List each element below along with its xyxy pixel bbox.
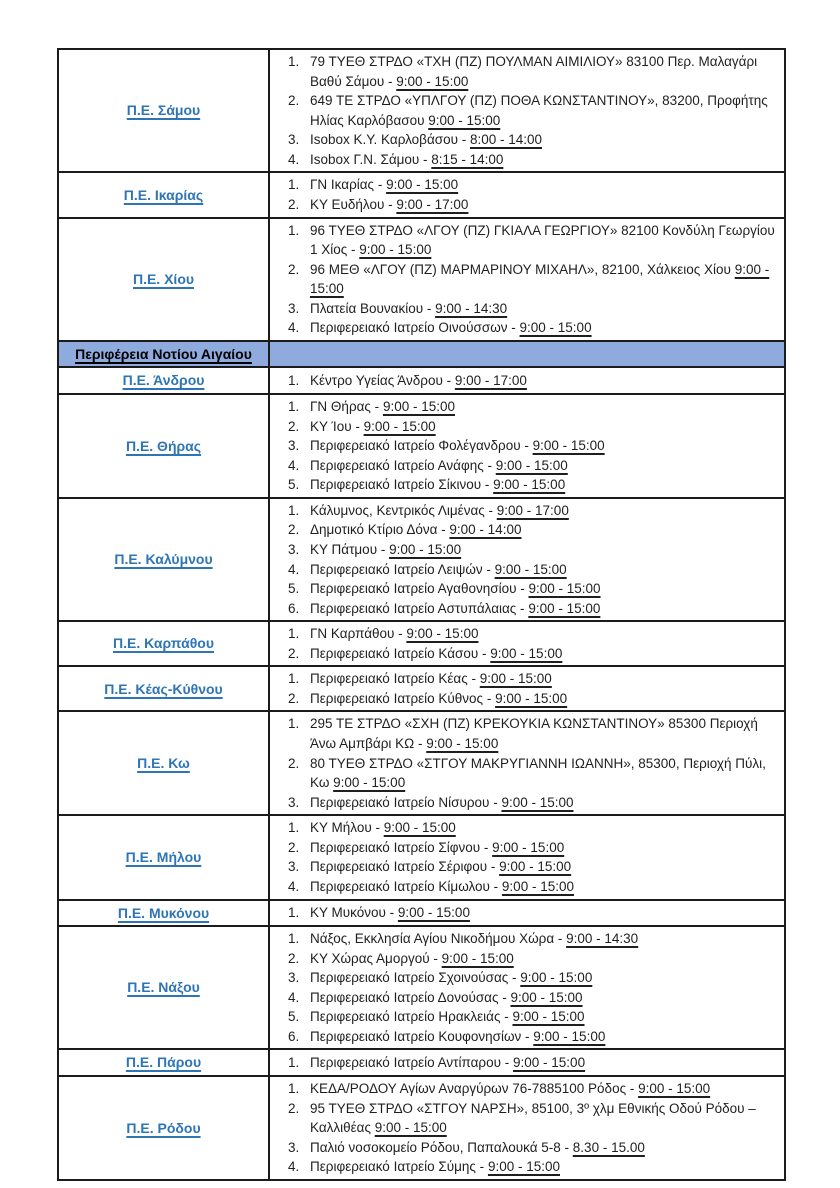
table-row: [58, 172, 785, 217]
list-item: [303, 689, 779, 709]
region-link[interactable]: Π.Ε. Χίου: [132, 270, 195, 287]
site-name: Περιφερειακό Ιατρείο Δονούσας -: [310, 989, 511, 1005]
hours-value: 9:00 - 15:00: [487, 1159, 560, 1175]
site-list: [275, 1053, 779, 1073]
site-name: Isobox Κ.Υ. Καρλοβάσου -: [310, 132, 470, 148]
site-name: Περιφερειακό Ιατρείο Σέριφου -: [310, 859, 500, 875]
list-item: [303, 903, 779, 923]
hours-value: 9:00 - 15:00: [396, 73, 469, 89]
list-item: [303, 501, 779, 521]
hours-value: 9:00 - 15:00: [520, 970, 593, 986]
region-cell: [58, 49, 269, 172]
list-item: [303, 1053, 779, 1073]
sites-cell: [269, 49, 785, 172]
hours-value: 9:00 - 15:00: [383, 820, 456, 836]
table-row: [58, 926, 785, 1049]
list-item: [303, 371, 779, 391]
site-list: [275, 714, 779, 812]
hours-value: 9:00 - 15:00: [441, 950, 514, 966]
region-link[interactable]: Π.Ε. Άνδρου: [122, 372, 205, 389]
site-name: Πλατεία Βουνακίου -: [310, 300, 436, 316]
table-row: [58, 49, 785, 172]
list-item: [303, 130, 779, 150]
schedule-table-body: [58, 49, 785, 1180]
sites-cell: [269, 900, 785, 927]
table-row: [58, 815, 785, 899]
hours-value: 9:00 - 15:00: [490, 645, 563, 661]
table-row: [58, 666, 785, 711]
list-item: [303, 436, 779, 456]
list-item: [303, 929, 779, 949]
hours-value: 9:00 - 15:00: [513, 1054, 586, 1070]
site-name: Περιφερειακό Ιατρείο Κέας -: [310, 671, 480, 687]
hours-value: 9:00 - 15:00: [532, 438, 605, 454]
site-list: [275, 175, 779, 214]
list-item: [303, 754, 779, 793]
site-name: ΚΥ Μήλου -: [310, 820, 384, 836]
site-name: ΓΝ Θήρας -: [310, 399, 383, 414]
site-name: Παλιό νοσοκομείο Ρόδου, Παπαλουκά 5-8 -: [310, 1139, 573, 1155]
table-row: [58, 621, 785, 666]
list-item: [303, 838, 779, 858]
list-item: [303, 52, 779, 91]
site-name: ΚΕΔΑ/ΡΟΔΟΥ Αγίων Αναργύρων 76-7885100 Ρόδος -: [310, 1081, 639, 1096]
region-cell: [58, 711, 269, 815]
list-item: [303, 1099, 779, 1138]
site-list: [275, 1079, 779, 1177]
site-name: 295 ΤΕ ΣΤΡΔΟ «ΣΧΗ (ΠΖ) ΚΡΕΚΟΥΚΙΑ ΚΩΝΣΤΑΝΤΙΝΟΥ» 85300 Περιοχή Άνω Αμπβάρι ΚΩ -: [310, 716, 758, 751]
list-item: [303, 1027, 779, 1047]
hours-value: 9:00 - 15:00: [397, 905, 470, 920]
site-name: Περιφερειακό Ιατρείο Σίκινου -: [310, 477, 494, 493]
site-list: [275, 669, 779, 708]
site-name: Περιφερειακό Ιατρείο Λειψών -: [310, 561, 495, 577]
site-list: [275, 52, 779, 169]
region-cell: [58, 498, 269, 621]
site-name: Περιφερειακό Ιατρείο Αγαθονησίου -: [310, 581, 529, 597]
site-name: ΚΥ Πάτμου -: [310, 541, 390, 557]
region-link[interactable]: Π.Ε. Κω: [137, 755, 190, 772]
site-list: [275, 501, 779, 618]
sites-cell: [269, 711, 785, 815]
site-name: Περιφερειακό Ιατρείο Σχοινούσας -: [310, 970, 521, 986]
site-name: Περιφερειακό Ιατρείο Αντίπαρου -: [310, 1054, 514, 1070]
site-name: Περιφερειακό Ιατρείο Κάσου -: [310, 645, 491, 661]
hours-value: 9:00 - 14:00: [449, 522, 522, 538]
site-name: Κάλυμνος, Κεντρικός Λιμένας -: [310, 502, 497, 518]
hours-value: 9:00 - 15:00: [495, 690, 568, 706]
hours-value: 9:00 - 15:00: [479, 671, 552, 687]
list-item: [303, 221, 779, 260]
region-link[interactable]: Π.Ε. Μήλου: [125, 849, 202, 866]
schedule-table: [57, 48, 786, 1181]
list-item: [303, 1138, 779, 1158]
site-list: [275, 929, 779, 1046]
list-item: [303, 644, 779, 664]
site-list: [275, 818, 779, 896]
region-cell: [58, 666, 269, 711]
site-name: ΚΥ Μυκόνου -: [310, 905, 398, 920]
hours-value: 9:00 - 15:00: [386, 177, 459, 193]
hours-value: 9:00 - 15:00: [382, 399, 455, 414]
region-cell: [58, 367, 269, 394]
section-header-label: Περιφέρεια Νοτίου Αιγαίου: [75, 345, 252, 362]
hours-value: 9:00 - 15:00: [492, 839, 565, 855]
hours-value: 9:00 - 15:00: [359, 242, 432, 258]
hours-value: 9:00 - 15:00: [363, 418, 436, 434]
list-item: [303, 260, 779, 299]
list-item: [303, 968, 779, 988]
site-name: Περιφερειακό Ιατρείο Σύμης -: [310, 1159, 488, 1175]
sites-cell: [269, 815, 785, 899]
site-list: [275, 624, 779, 663]
list-item: [303, 857, 779, 877]
site-name: 80 ΤΥΕΘ ΣΤΡΔΟ «ΣΤΓΟΥ ΜΑΚΡΥΓΙΑΝΝΗ ΙΩΑΝΝΗ», 85300, Περιοχή Πύλι, Κω: [310, 755, 766, 791]
hours-value: 8:15 - 14:00: [431, 151, 504, 167]
site-list: [275, 371, 779, 391]
list-item: [303, 195, 779, 215]
hours-value: 9:00 - 17:00: [454, 372, 527, 388]
list-item: [303, 417, 779, 437]
sites-cell: [269, 926, 785, 1049]
sites-cell: [269, 218, 785, 341]
hours-value: 9:00 - 15:00: [519, 320, 592, 336]
hours-value: 9:00 - 15:00: [428, 112, 501, 128]
list-item: [303, 949, 779, 969]
region-link[interactable]: Π.Ε. Θήρας: [125, 437, 202, 454]
sites-cell: [269, 621, 785, 666]
region-cell: [58, 1049, 269, 1076]
list-item: [303, 714, 779, 753]
region-cell: [58, 815, 269, 899]
section-header-row: [58, 341, 785, 368]
section-header-spacer: [269, 341, 785, 368]
region-link[interactable]: Π.Ε. Πάρου: [125, 1054, 202, 1071]
table-row: [58, 218, 785, 341]
sites-cell: [269, 172, 785, 217]
list-item: [303, 175, 779, 195]
region-link[interactable]: Π.Ε. Κέας-Κύθνου: [104, 680, 223, 697]
hours-value: 9:00 - 15:00: [310, 261, 770, 297]
region-link[interactable]: Π.Ε. Καρπάθου: [113, 635, 214, 652]
hours-value: 9:00 - 15:00: [638, 1081, 711, 1096]
table-row: [58, 498, 785, 621]
sites-cell: [269, 1076, 785, 1180]
site-name: Περιφερειακό Ιατρείο Κουφονησίων -: [310, 1028, 534, 1044]
list-item: [303, 877, 779, 897]
region-cell: [58, 1076, 269, 1180]
hours-value: 8:00 - 14:00: [469, 132, 543, 148]
site-name: 96 ΜΕΘ «ΛΓΟΥ (ΠΖ) ΜΑΡΜΑΡΙΝΟΥ ΜΙΧΑΗΛ», 82100, Χάλκειος Χίου: [310, 261, 735, 277]
document-page: [57, 48, 786, 1181]
list-item: [303, 475, 779, 495]
site-name: ΚΥ Ευδήλου -: [310, 196, 397, 212]
hours-value: 9:00 - 15:00: [389, 541, 462, 557]
site-name: Περιφερειακό Ιατρείο Οινούσσων -: [310, 320, 520, 336]
site-name: 95 ΤΥΕΘ ΣΤΡΔΟ «ΣΤΓΟΥ ΝΑΡΣΗ», 85100, 3º χλμ Εθνικής Οδού Ρόδου – Καλλιθέας: [310, 1100, 756, 1136]
list-item: [303, 318, 779, 338]
site-name: Περιφερειακό Ιατρείο Αστυπάλαιας -: [310, 600, 529, 616]
site-name: ΚΥ Χώρας Αμοργού -: [310, 950, 442, 966]
hours-value: 9:00 - 14:30: [566, 931, 639, 947]
hours-value: 9:00 - 15:00: [512, 1009, 585, 1025]
list-item: [303, 1007, 779, 1027]
site-list: [275, 397, 779, 495]
site-name: Isobox Γ.Ν. Σάμου -: [310, 151, 432, 167]
hours-value: 9:00 - 15:00: [406, 626, 479, 642]
list-item: [303, 818, 779, 838]
hours-value: 8.30 - 15.00: [572, 1139, 645, 1155]
sites-cell: [269, 394, 785, 498]
table-row: [58, 711, 785, 815]
hours-value: 9:00 - 15:00: [528, 581, 601, 597]
list-item: [303, 1079, 779, 1099]
region-link[interactable]: Π.Ε. Ρόδου: [126, 1119, 201, 1136]
region-link[interactable]: Π.Ε. Ικαρίας: [123, 186, 204, 203]
site-name: Δημοτικό Κτίριο Δόνα -: [310, 522, 450, 538]
site-list: [275, 221, 779, 338]
list-item: [303, 456, 779, 476]
site-name: Περιφερειακό Ιατρείο Κύθνος -: [310, 690, 496, 706]
site-name: ΓΝ Ικαρίας -: [310, 177, 387, 193]
list-item: [303, 669, 779, 689]
table-row: [58, 367, 785, 394]
hours-value: 9:00 - 15:00: [333, 775, 406, 791]
site-name: Περιφερειακό Ιατρείο Νίσυρου -: [310, 794, 502, 810]
site-name: Περιφερειακό Ιατρείο Κίμωλου -: [310, 878, 502, 894]
list-item: [303, 793, 779, 813]
list-item: [303, 397, 779, 417]
site-name: Νάξος, Εκκλησία Αγίου Νικοδήμου Χώρα -: [310, 931, 567, 947]
site-name: ΓΝ Καρπάθου -: [310, 626, 407, 642]
site-name: ΚΥ Ίου -: [310, 418, 364, 434]
hours-value: 9:00 - 15:00: [501, 878, 574, 894]
hours-value: 9:00 - 15:00: [374, 1120, 447, 1136]
region-cell: [58, 172, 269, 217]
region-cell: [58, 394, 269, 498]
table-row: [58, 1076, 785, 1180]
region-link[interactable]: Π.Ε. Καλύμνου: [114, 551, 213, 568]
site-name: Περιφερειακό Ιατρείο Σίφνου -: [310, 839, 493, 855]
hours-value: 9:00 - 15:00: [510, 989, 583, 1005]
region-link[interactable]: Π.Ε. Σάμου: [126, 102, 201, 119]
hours-value: 9:00 - 15:00: [533, 1028, 606, 1044]
list-item: [303, 560, 779, 580]
site-name: 649 ΤΕ ΣΤΡΔΟ «ΥΠΛΓΟΥ (ΠΖ) ΠΟΘΑ ΚΩΝΣΤΑΝΤΙΝΟΥ», 83200, Προφήτης Ηλίας Καρλόβασου: [310, 93, 768, 128]
hours-value: 9:00 - 15:00: [495, 457, 568, 473]
region-link[interactable]: Π.Ε. Νάξου: [127, 979, 200, 996]
region-cell: [58, 900, 269, 927]
site-name: 79 ΤΥΕΘ ΣΤΡΔΟ «ΤΧΗ (ΠΖ) ΠΟΥΛΜΑΝ ΑΙΜΙΛΙΟΥ» 83100 Περ. Μαλαγάρι Βαθύ Σάμου -: [310, 54, 758, 89]
list-item: [303, 91, 779, 130]
sites-cell: [269, 498, 785, 621]
site-name: Περιφερειακό Ιατρείο Φολέγανδρου -: [310, 438, 533, 454]
hours-value: 9:00 - 15:00: [426, 736, 499, 751]
site-list: [275, 903, 779, 923]
table-row: [58, 1049, 785, 1076]
list-item: [303, 1157, 779, 1177]
sites-cell: [269, 666, 785, 711]
hours-value: 9:00 - 15:00: [494, 561, 567, 577]
hours-value: 9:00 - 14:30: [435, 300, 508, 316]
list-item: [303, 540, 779, 560]
hours-value: 9:00 - 15:00: [528, 600, 601, 616]
region-link[interactable]: Π.Ε. Μυκόνου: [117, 904, 210, 921]
site-name: 96 ΤΥΕΘ ΣΤΡΔΟ «ΛΓΟΥ (ΠΖ) ΓΚΙΑΛΑ ΓΕΩΡΓΙΟΥ» 82100 Κονδύλη Γεωργίου 1 Χίος -: [310, 222, 775, 258]
table-row: [58, 394, 785, 498]
list-item: [303, 579, 779, 599]
hours-value: 9:00 - 17:00: [396, 196, 469, 212]
region-cell: [58, 218, 269, 341]
site-name: Κέντρο Υγείας Άνδρου -: [310, 372, 455, 388]
list-item: [303, 520, 779, 540]
section-header-cell: [58, 341, 269, 368]
list-item: [303, 624, 779, 644]
hours-value: 9:00 - 15:00: [501, 794, 574, 810]
hours-value: 9:00 - 15:00: [493, 477, 566, 493]
list-item: [303, 988, 779, 1008]
hours-value: 9:00 - 15:00: [499, 859, 572, 875]
sites-cell: [269, 1049, 785, 1076]
region-cell: [58, 926, 269, 1049]
sites-cell: [269, 367, 785, 394]
list-item: [303, 150, 779, 170]
list-item: [303, 599, 779, 619]
site-name: Περιφερειακό Ιατρείο Ηρακλειάς -: [310, 1009, 513, 1025]
region-cell: [58, 621, 269, 666]
site-name: Περιφερειακό Ιατρείο Ανάφης -: [310, 457, 496, 473]
hours-value: 9:00 - 17:00: [496, 502, 569, 518]
table-row: [58, 900, 785, 927]
list-item: [303, 299, 779, 319]
